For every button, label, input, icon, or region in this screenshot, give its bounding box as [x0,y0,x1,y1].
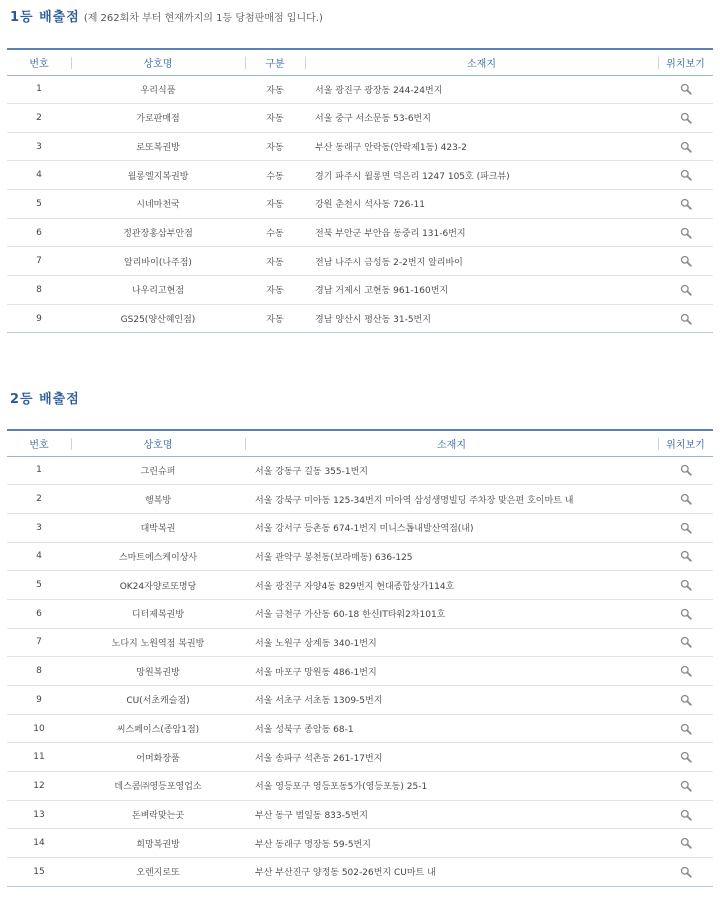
store-name: 망원복권방 [71,657,245,686]
store-name: 그린슈퍼 [71,456,245,485]
magnifier-icon[interactable] [680,608,692,620]
location-view-cell [658,686,713,715]
table-row [7,599,713,628]
row-number: 2 [7,485,71,514]
location-view-cell [658,513,713,542]
location-view-cell [658,800,713,829]
store-address: 서울 영등포구 영등포동5가(영등포동) 25-1 [245,772,658,801]
section1-heading: 1등 배출점 [10,10,80,25]
row-number: 11 [7,743,71,772]
location-view-cell [658,218,713,247]
row-number: 15 [7,858,71,887]
store-name: 노다지 노원역점 복권방 [71,628,245,657]
table-row [7,104,713,133]
table-row [7,628,713,657]
store-name: 시네마천국 [71,190,245,219]
table-row [7,513,713,542]
magnifier-icon[interactable] [680,493,692,505]
store-address: 서울 강동구 길동 355-1번지 [245,456,658,485]
store-name: 희망복권방 [71,829,245,858]
store-address: 서울 강서구 등촌동 674-1번지 미니스톱내발산역점(내) [245,513,658,542]
table-header-row [7,49,713,75]
location-view-cell [658,858,713,887]
store-address: 부산 동래구 안락동(안락제1동) 423-2 [305,132,658,161]
magnifier-icon[interactable] [680,665,692,677]
row-number: 3 [7,132,71,161]
row-number: 1 [7,456,71,485]
table-row [7,657,713,686]
pick-type: 수동 [245,161,305,190]
magnifier-icon[interactable] [680,255,692,267]
header-store-name: 상호명 [71,430,245,456]
table-row [7,858,713,887]
pick-type: 자동 [245,75,305,104]
location-view-cell [658,75,713,104]
pick-type: 자동 [245,247,305,276]
row-number: 7 [7,247,71,276]
section2-title [10,388,80,407]
magnifier-icon[interactable] [680,550,692,562]
magnifier-icon[interactable] [680,464,692,476]
magnifier-icon[interactable] [680,313,692,325]
magnifier-icon[interactable] [680,837,692,849]
store-address: 경남 양산시 평산동 31-5번지 [305,304,658,333]
store-address: 서울 강북구 미아동 125-34번지 미아역 삼성생명빌딩 주차장 맞은편 호이마트 내 [245,485,658,514]
header-location: 위치보기 [658,430,713,456]
header-address: 소재지 [305,49,658,75]
store-name: 월롱엘지복권방 [71,161,245,190]
row-number: 13 [7,800,71,829]
location-view-cell [658,628,713,657]
store-address: 경기 파주시 월롱면 덕은리 1247 105호 (파크뷰) [305,161,658,190]
store-name: 어머화장품 [71,743,245,772]
row-number: 9 [7,686,71,715]
row-number: 8 [7,276,71,305]
magnifier-icon[interactable] [680,809,692,821]
store-address: 전북 부안군 부안읍 동중리 131-6번지 [305,218,658,247]
header-location: 위치보기 [658,49,713,75]
table-row [7,75,713,104]
row-number: 14 [7,829,71,858]
location-view-cell [658,743,713,772]
store-address: 서울 노원구 상계동 340-1번지 [245,628,658,657]
store-name: 데스콤㈜영등포영업소 [71,772,245,801]
store-name: 가로판매점 [71,104,245,133]
row-number: 10 [7,714,71,743]
row-number: 4 [7,542,71,571]
store-address: 강원 춘천시 석사동 726-11 [305,190,658,219]
table-row [7,829,713,858]
location-view-cell [658,542,713,571]
store-name: 씨스페이스(종암1점) [71,714,245,743]
table-row [7,247,713,276]
section1-note: (제 262회차 부터 현재까지의 1등 당첨판매점 입니다.) [83,13,323,24]
table-row [7,456,713,485]
pick-type: 자동 [245,304,305,333]
store-address: 서울 관악구 봉천동(보라매동) 636-125 [245,542,658,571]
section2-heading: 2등 배출점 [10,392,80,407]
store-address: 서울 광진구 자양4동 829번지 현대종합상가114호 [245,571,658,600]
store-address: 서울 서초구 서초동 1309-5번지 [245,686,658,715]
store-name: 디터제복권방 [71,599,245,628]
magnifier-icon[interactable] [680,694,692,706]
table-row [7,772,713,801]
pick-type: 자동 [245,276,305,305]
table-row [7,714,713,743]
table-row [7,161,713,190]
location-view-cell [658,190,713,219]
location-view-cell [658,657,713,686]
header-address: 소재지 [245,430,658,456]
magnifier-icon[interactable] [680,198,692,210]
row-number: 8 [7,657,71,686]
table-row [7,485,713,514]
location-view-cell [658,161,713,190]
row-number: 2 [7,104,71,133]
pick-type: 자동 [245,104,305,133]
store-name: 행복방 [71,485,245,514]
store-address: 서울 성북구 종암동 68-1 [245,714,658,743]
location-view-cell [658,247,713,276]
row-number: 5 [7,571,71,600]
store-address: 서울 금천구 가산동 60-18 한신IT타워2차101호 [245,599,658,628]
store-name: 돈벼락맞는곳 [71,800,245,829]
table-row [7,743,713,772]
store-name: 우리식품 [71,75,245,104]
magnifier-icon[interactable] [680,866,692,878]
location-view-cell [658,571,713,600]
store-address: 서울 마포구 망원동 486-1번지 [245,657,658,686]
second-prize-table [7,429,713,887]
section1-title [10,6,323,25]
store-name: CU(서초캐슬점) [71,686,245,715]
table-row [7,542,713,571]
store-name: 대박복권 [71,513,245,542]
magnifier-icon[interactable] [680,636,692,648]
location-view-cell [658,485,713,514]
store-address: 서울 송파구 석촌동 261-17번지 [245,743,658,772]
row-number: 3 [7,513,71,542]
location-view-cell [658,456,713,485]
magnifier-icon[interactable] [680,579,692,591]
store-address: 부산 동래구 명장동 59-5번지 [245,829,658,858]
magnifier-icon[interactable] [680,751,692,763]
row-number: 6 [7,599,71,628]
table-row [7,304,713,333]
table-header-row [7,430,713,456]
store-address: 서울 중구 서소문동 53-6번지 [305,104,658,133]
location-view-cell [658,132,713,161]
location-view-cell [658,599,713,628]
magnifier-icon[interactable] [680,169,692,181]
row-number: 5 [7,190,71,219]
magnifier-icon[interactable] [680,723,692,735]
pick-type: 자동 [245,190,305,219]
location-view-cell [658,829,713,858]
store-name: 오렌지로또 [71,858,245,887]
store-name: 스마트에스케이상사 [71,542,245,571]
magnifier-icon[interactable] [680,227,692,239]
table-row [7,218,713,247]
location-view-cell [658,714,713,743]
store-name: 정관장홍삼부안점 [71,218,245,247]
first-prize-table [7,48,713,333]
row-number: 7 [7,628,71,657]
store-name: 로또복권방 [71,132,245,161]
header-number: 번호 [7,430,71,456]
table-row [7,571,713,600]
store-name: OK24자양로또명당 [71,571,245,600]
table-row [7,800,713,829]
store-address: 부산 동구 범일동 833-5번지 [245,800,658,829]
header-store-name: 상호명 [71,49,245,75]
table-row [7,686,713,715]
row-number: 6 [7,218,71,247]
location-view-cell [658,772,713,801]
store-name: 나우리고현점 [71,276,245,305]
store-address: 전남 나주시 금성동 2-2번지 알리바이 [305,247,658,276]
location-view-cell [658,304,713,333]
table-row [7,190,713,219]
store-address: 서울 광진구 광장동 244-24번지 [305,75,658,104]
location-view-cell [658,104,713,133]
magnifier-icon[interactable] [680,141,692,153]
table-row [7,276,713,305]
store-address: 부산 부산진구 양정동 502-26번지 CU마트 내 [245,858,658,887]
magnifier-icon[interactable] [680,284,692,296]
row-number: 1 [7,75,71,104]
table-row [7,132,713,161]
row-number: 9 [7,304,71,333]
magnifier-icon[interactable] [680,780,692,792]
row-number: 12 [7,772,71,801]
pick-type: 수동 [245,218,305,247]
magnifier-icon[interactable] [680,83,692,95]
row-number: 4 [7,161,71,190]
magnifier-icon[interactable] [680,112,692,124]
pick-type: 자동 [245,132,305,161]
location-view-cell [658,276,713,305]
header-number: 번호 [7,49,71,75]
store-address: 경남 거제시 고현동 961-160번지 [305,276,658,305]
header-type: 구분 [245,49,305,75]
store-name: GS25(양산혜인점) [71,304,245,333]
store-name: 알리바이(나주점) [71,247,245,276]
magnifier-icon[interactable] [680,522,692,534]
